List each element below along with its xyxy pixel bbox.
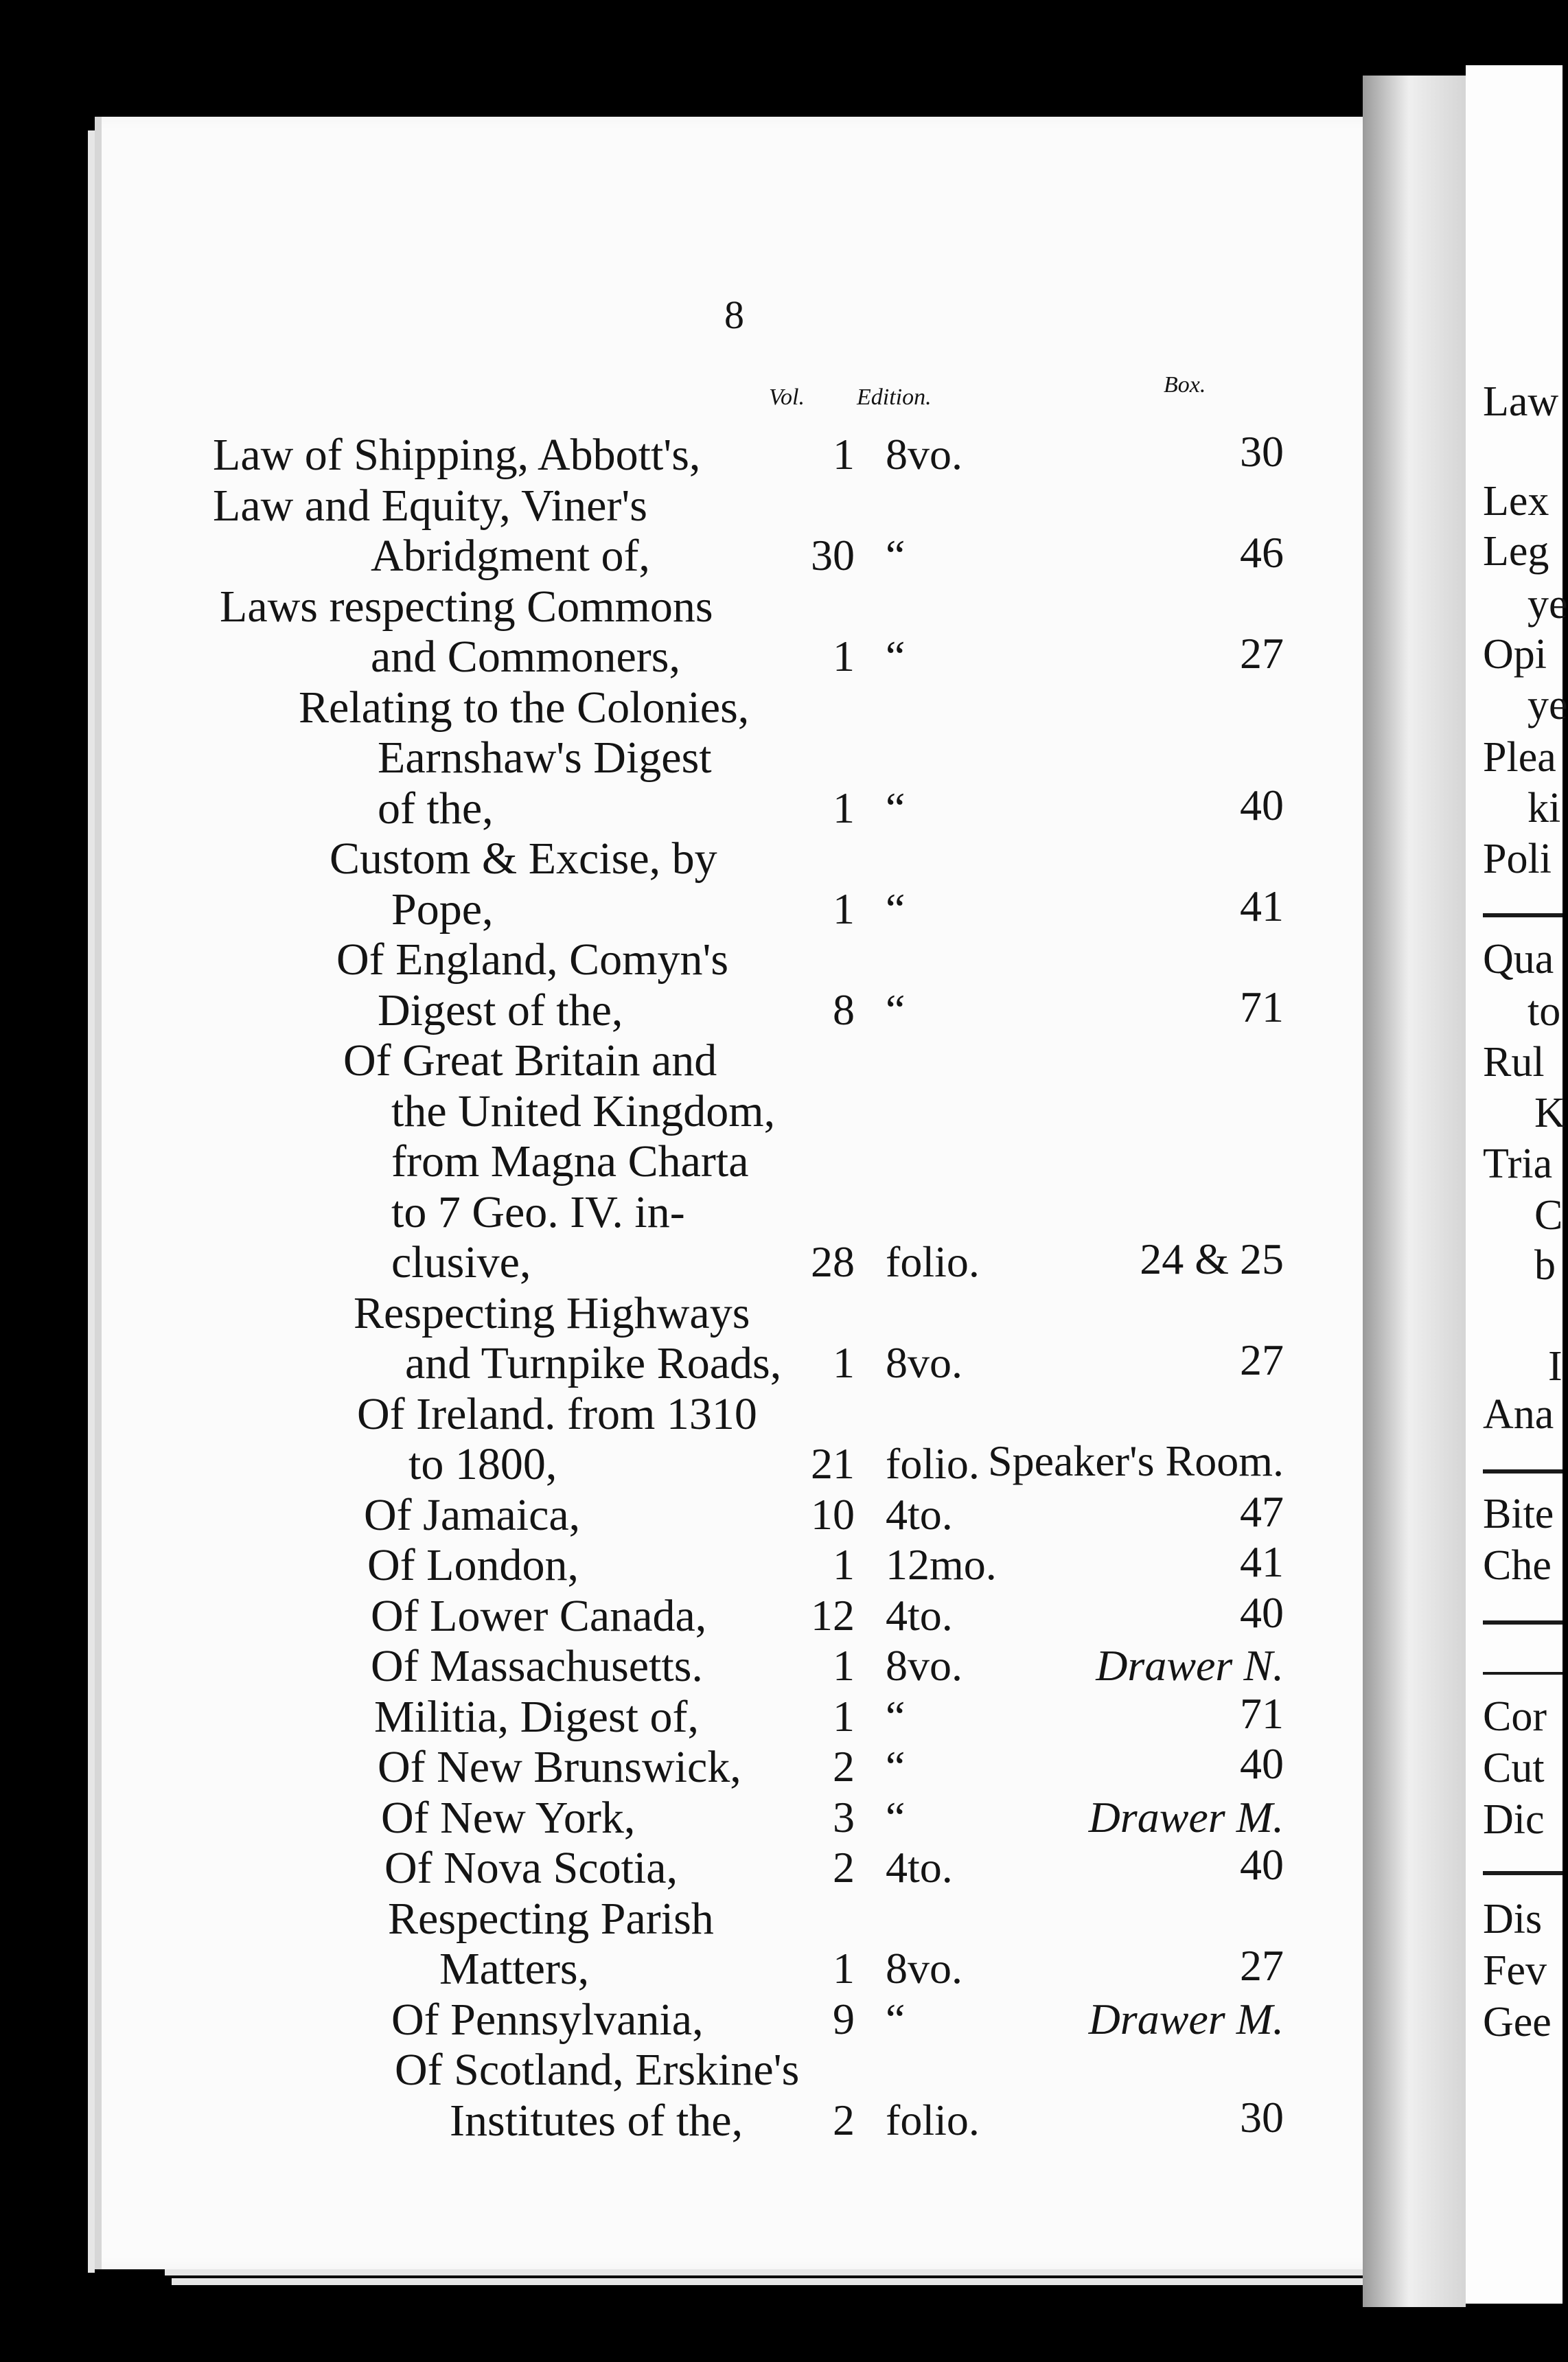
entry-box: 40: [1240, 1739, 1284, 1788]
right-page-line: Cor: [1483, 1693, 1547, 1740]
entry-box: Drawer M.: [1088, 1994, 1284, 2043]
entry-volume: 28: [811, 1237, 855, 1286]
entry-edition: “: [886, 1994, 906, 2043]
entry-box: 47: [1240, 1487, 1284, 1536]
entry-edition: “: [886, 1792, 906, 1842]
entry-title-line: Laws respecting Commons: [220, 581, 713, 632]
entry-volume: 8: [833, 985, 855, 1034]
entry-title-line: to 7 Geo. IV. in-: [391, 1186, 685, 1237]
entry-volume: 1: [833, 1338, 855, 1387]
entry-title-line: the United Kingdom,: [391, 1086, 776, 1136]
entry-volume: 1: [833, 783, 855, 832]
entry-box: 40: [1240, 780, 1284, 829]
entry-title-line: Militia, Digest of,: [374, 1691, 699, 1742]
right-page-line: Che: [1483, 1542, 1552, 1589]
right-page-line: Ana: [1483, 1391, 1554, 1438]
right-page-line: Poli: [1483, 836, 1552, 882]
entry-edition: 8vo.: [886, 430, 962, 479]
entry-edition: “: [886, 632, 906, 680]
right-page-line: Dic: [1483, 1796, 1545, 1843]
right-page-line: Cut: [1483, 1745, 1545, 1791]
entry-title-line: Abridgment of,: [371, 531, 650, 581]
entry-box: 41: [1240, 881, 1284, 930]
entry-title-line: of the,: [378, 783, 494, 834]
entry-box: Speaker's Room.: [987, 1436, 1284, 1485]
entry-title-line: Of London,: [367, 1540, 579, 1590]
entry-volume: 30: [811, 531, 855, 580]
entry-title-line: Of Nova Scotia,: [384, 1843, 678, 1893]
entry-edition: “: [886, 783, 906, 832]
entry-title-line: clusive,: [391, 1237, 531, 1287]
entry-edition: 12mo.: [886, 1540, 997, 1589]
entry-title-line: Of England, Comyn's: [336, 935, 729, 985]
entry-box: 27: [1240, 1335, 1284, 1384]
entry-volume: 1: [833, 632, 855, 680]
right-page-line: Lex: [1483, 478, 1549, 525]
entry-volume: 1: [833, 884, 855, 933]
entry-edition: 8vo.: [886, 1944, 962, 1993]
right-page-line: Bite: [1483, 1491, 1554, 1537]
entry-box: 40: [1240, 1587, 1284, 1637]
entry-volume: 10: [811, 1489, 855, 1539]
right-page-line: to: [1527, 988, 1561, 1035]
entry-title-line: Of Ireland. from 1310: [357, 1388, 757, 1439]
entry-title-line: Respecting Highways: [354, 1287, 750, 1338]
entry-box: 30: [1240, 427, 1284, 476]
entry-edition: “: [886, 1742, 906, 1791]
entry-box: Drawer N.: [1096, 1641, 1284, 1690]
entry-title-line: Of New Brunswick,: [378, 1742, 741, 1792]
page-number: 8: [724, 293, 744, 337]
entry-box: 46: [1240, 528, 1284, 577]
entry-volume: 9: [833, 1994, 855, 2043]
entry-title-line: Law and Equity, Viner's: [213, 480, 647, 531]
entry-edition: 8vo.: [886, 1641, 962, 1690]
right-page-line: Tria: [1483, 1140, 1553, 1187]
entry-box: 71: [1240, 982, 1284, 1031]
entry-box: 71: [1240, 1688, 1284, 1738]
entry-title-line: Of Massachusetts.: [371, 1641, 703, 1691]
entry-box: 41: [1240, 1537, 1284, 1586]
entry-volume: 12: [811, 1590, 855, 1640]
entry-edition: 8vo.: [886, 1338, 962, 1387]
right-page-rule: [1483, 1871, 1563, 1875]
entry-title-line: and Turnpike Roads,: [405, 1338, 782, 1388]
right-page-line: ye: [1527, 682, 1568, 729]
entry-edition: folio.: [886, 1237, 980, 1286]
entry-title-line: Law of Shipping, Abbott's,: [213, 430, 701, 480]
entry-edition: “: [886, 531, 906, 580]
entry-edition: “: [886, 1691, 906, 1741]
entry-title-line: Digest of the,: [378, 985, 623, 1035]
right-page-line: K: [1534, 1090, 1565, 1136]
column-header-box: Box.: [1164, 372, 1206, 398]
entry-title-line: Institutes of the,: [450, 2095, 743, 2146]
right-page-line: b: [1534, 1242, 1556, 1289]
right-page-line: Gee: [1483, 1999, 1552, 2045]
entry-title-line: and Commoners,: [371, 632, 680, 682]
right-page-line: I: [1548, 1343, 1563, 1390]
entry-title-line: Of Great Britain and: [343, 1035, 717, 1086]
right-page-line: ye: [1527, 581, 1568, 628]
entry-box: 27: [1240, 1941, 1284, 1990]
entry-volume: 1: [833, 1944, 855, 1993]
entry-box: 30: [1240, 2092, 1284, 2142]
right-page-line: Leg: [1483, 528, 1549, 575]
entry-title-line: Earnshaw's Digest: [378, 733, 712, 783]
entry-volume: 21: [811, 1439, 855, 1488]
entry-title-line: Pope,: [391, 884, 494, 935]
book-gutter: [1363, 76, 1466, 2307]
entry-volume: 2: [833, 1843, 855, 1892]
entry-volume: 1: [833, 1691, 855, 1741]
entry-volume: 1: [833, 1641, 855, 1690]
entry-title-line: Respecting Parish: [388, 1893, 714, 1944]
right-page-line: Qua: [1483, 936, 1554, 983]
entry-title-line: from Magna Charta: [391, 1136, 749, 1186]
entry-edition: folio.: [886, 2095, 980, 2144]
right-page-line: Dis: [1483, 1896, 1543, 1942]
entry-volume: 1: [833, 430, 855, 479]
column-header-edition: Edition.: [857, 385, 932, 410]
right-page-rule: [1483, 1672, 1563, 1675]
entry-title-line: Relating to the Colonies,: [299, 682, 750, 733]
entry-title-line: Of Jamaica,: [364, 1489, 581, 1540]
entry-volume: 2: [833, 1742, 855, 1791]
entry-box: 40: [1240, 1840, 1284, 1889]
entry-title-line: Of Pennsylvania,: [391, 1994, 704, 2045]
right-page-rule: [1483, 1469, 1563, 1474]
entry-box: Drawer M.: [1088, 1792, 1284, 1842]
entry-box: 24 & 25: [1140, 1235, 1284, 1283]
right-page-rule: [1483, 1620, 1563, 1625]
entry-title-line: Matters,: [439, 1944, 590, 1994]
entry-title-line: Of Scotland, Erskine's: [395, 2045, 800, 2095]
entry-title-line: Custom & Excise, by: [330, 834, 717, 884]
entry-title-line: Of New York,: [381, 1792, 636, 1843]
right-page-line: Opi: [1483, 631, 1547, 678]
entry-title-line: Of Lower Canada,: [371, 1590, 707, 1641]
entry-edition: 4to.: [886, 1590, 953, 1640]
entry-edition: 4to.: [886, 1489, 953, 1539]
right-page-rule: [1483, 913, 1563, 917]
column-header-vol: Vol.: [769, 385, 805, 410]
entry-edition: folio.: [886, 1439, 980, 1488]
entry-box: 27: [1240, 629, 1284, 678]
right-page-line: Plea: [1483, 734, 1556, 781]
right-page-line: Rul: [1483, 1039, 1545, 1086]
entry-volume: 3: [833, 1792, 855, 1842]
right-page-line: ki: [1527, 785, 1561, 832]
right-page-line: Law: [1483, 378, 1559, 425]
entry-edition: “: [886, 884, 906, 933]
entry-volume: 1: [833, 1540, 855, 1589]
right-page-line: C: [1534, 1192, 1563, 1239]
entry-edition: 4to.: [886, 1843, 953, 1892]
entry-title-line: to 1800,: [408, 1439, 557, 1489]
entry-volume: 2: [833, 2095, 855, 2144]
right-page-line: Fev: [1483, 1947, 1547, 1994]
entry-edition: “: [886, 985, 906, 1034]
